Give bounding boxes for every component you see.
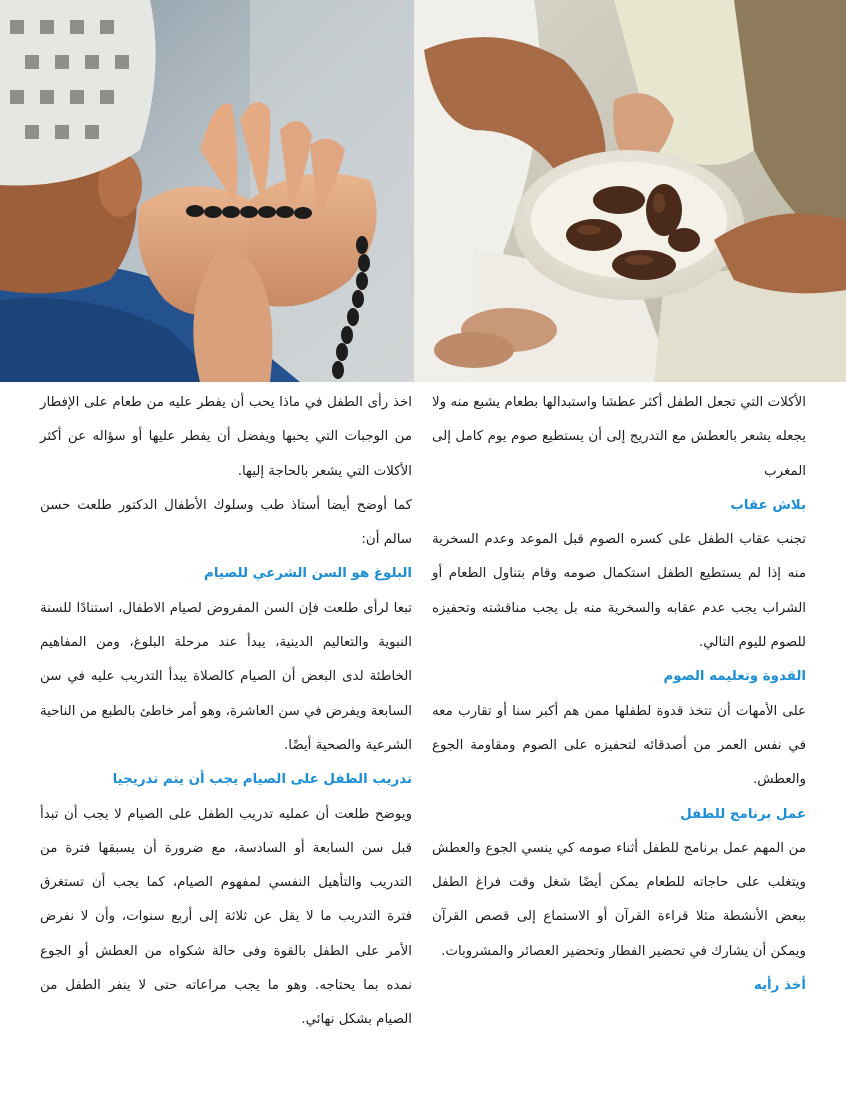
- text-column-left: [40, 386, 412, 1038]
- paragraph-no-punishment: تجنب عقاب الطفل على كسره الصوم قبل الموعد وعدم السخرية منه إذا لم يستطيع الطفل استكمال صومه وقام بتناول الطعام أو الشراب يجب عدم عقابه والسخرية منه بل يجب مناقشته وتحفيزه للصوم لليوم التالي.: [432, 532, 806, 651]
- text-column-right: [432, 386, 806, 1003]
- heading-puberty-age: البلوغ هو السن الشرعي للصيام: [204, 566, 412, 582]
- heading-program: عمل برنامج للطفل: [680, 806, 806, 822]
- heading-gradual-training: تدريب الطفل على الصيام يجب أن يتم تدريجيا: [112, 772, 412, 788]
- intro-paragraph: الأكلات التي تجعل الطفل أكثر عطشا واستبدالها بطعام يشبع منه ولا يجعله يشعر بالعطش مع التدريج إلى أن يستطيع صوم يوم كامل إلى المغرب: [432, 395, 806, 479]
- paragraph-gradual-training: ويوضح طلعت أن عمليه تدريب الطفل على الصيام لا يجب أن تبدأ قبل سن السابعة أو السادسة، مع ضرورة أن يسبقها فترة من التدريب والتأهيل النفسي لمفهوم الصيام، كما يجب أن تستغرق فترة التدريب ما لا يقل عن ثلاثة إلى أربع سنوات، وأن لا نفرض الأمر على الطفل بالقوة وفى حالة شكواه من العطش أو الجوع نمده بما يحتاجه. وهو ما يجب مراعاته حتى لا ينفر الطفل من الصيام بشكل نهائي.: [40, 806, 412, 1028]
- paragraph-take-opinion: اخذ رأى الطفل في ماذا يحب أن يفطر عليه من طعام على الإفطار من الوجبات التي يحبها ويفضل أن يفطر عليها أو سؤاله عن أكثر الأكلات التي يشعر بالحاجة إليها.: [40, 395, 412, 479]
- paragraph-puberty-age: تبعا لرأى طلعت فإن السن المفروض لصيام الاطفال، استنادًا للسنة النبوية والتعاليم الدينية، يبدأ عند مرحلة البلوغ، ومن المفاهيم الخاطئة لدى البعض أن الصيام كالصلاة يبدأ التدريب عليه في سن السابعة ويفرض في سن العاشرة، وهو أمر خاطئ بالطبع من الناحية الشرعية والصحية أيضًا.: [40, 600, 412, 753]
- dates-bowl-image: [414, 0, 846, 382]
- paragraph-program: من المهم عمل برنامج للطفل أثناء صومه كي ينسي الجوع والعطش ويتغلب على حاجاته للطعام يمكن أيضًا شغل وقت فراغ الطفل ببعض الأنشطة مثلا قراءة القرآن أو الاستماع إلى قصص القرآن ويمكن أن يشارك في تحضير الفطار وتحضير العصائر والمشروبات.: [432, 840, 806, 959]
- heading-role-model: القدوة وتعليمه الصوم: [663, 669, 806, 685]
- heading-take-opinion: أخذ رأيه: [753, 978, 806, 994]
- paragraph-doctor-intro: كما أوضح أيضا أستاذ طب وسلوك الأطفال الدكتور طلعت حسن سالم أن:: [40, 497, 412, 548]
- paragraph-role-model: على الأمهات أن تتخذ قدوة لطفلها ممن هم أكبر سنا أو تقارب معه في نفس العمر من أصدقائه لتحفيزه على الصوم ومقاومة الجوع والعطش.: [432, 703, 806, 788]
- heading-no-punishment: بلاش عقاب: [730, 497, 806, 513]
- praying-boy-image: [0, 0, 414, 382]
